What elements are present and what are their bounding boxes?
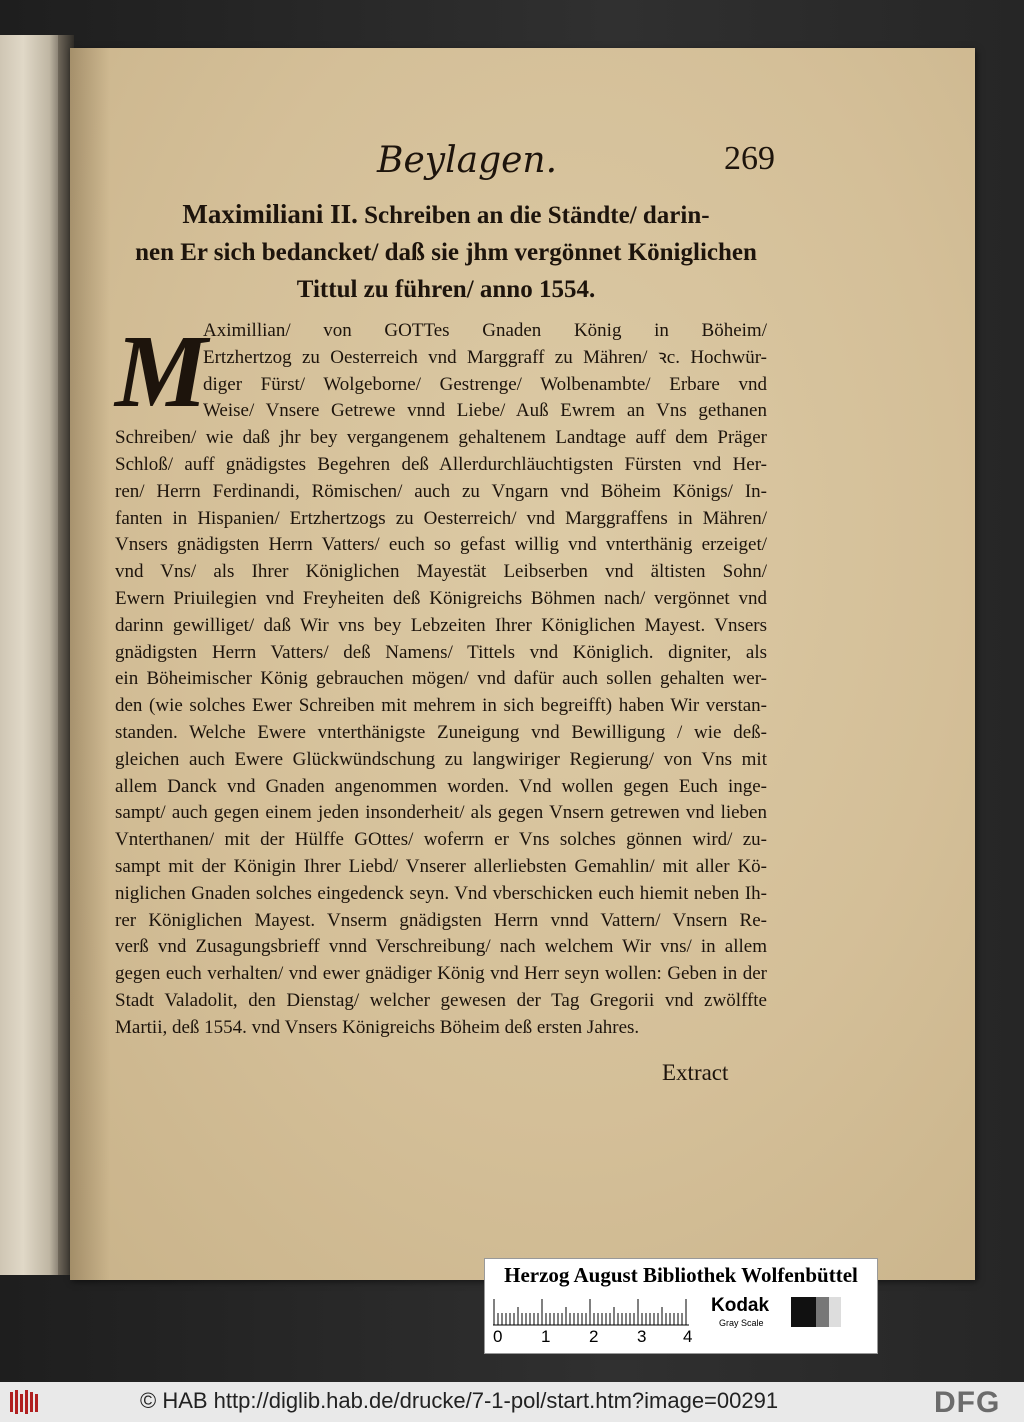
heading-line-2: nen Er sich bedancket/ daß sie jhm vergönnet Königlichen — [135, 239, 757, 266]
heading-main: Schreiben an die Ständte/ darin- — [364, 202, 710, 229]
library-name: Herzog August Bibliothek Wolfenbüttel — [504, 1263, 858, 1287]
page-number: 269 — [724, 140, 775, 177]
text-line: gegen euch verhalten/ vnd ewer gnädiger König vnd Herr seyn wollen: Geben in der — [115, 963, 767, 985]
text-line: sampt mit der Königin Ihrer Liebd/ Vnserer allerliebsten Gemahlin/ mit aller Kö- — [115, 855, 767, 877]
heading-line-1 — [118, 196, 774, 234]
library-label — [484, 1258, 878, 1354]
text-line: Schloß/ auff gnädigstes Begehren deß Allerdurchläuchtigsten Fürsten vnd Her- — [115, 453, 767, 475]
text-line: Weise/ Vnsere Getrewe vnnd Liebe/ Auß Ewrem an Vns gethanen — [203, 400, 767, 422]
text-line: standen. Welche Ewere vnterthänigste Zuneigung vnd Bewilligung / wie deß- — [115, 721, 767, 743]
ruler-number: 1 — [541, 1327, 551, 1346]
kodak-brand: Kodak — [711, 1295, 770, 1316]
kodak-gray-scale-label: Gray Scale — [719, 1318, 764, 1328]
hab-logo-icon — [8, 1388, 44, 1416]
text-line: ein Böheimischer König gebrauchen mögen/ vnd dafür auch sollen gehalten wer- — [115, 668, 767, 690]
text-line: sampt/ auch gegen einem jeden insonderheit/ als gegen Vnsern getrewen vnd lieben — [115, 802, 767, 824]
text-line: Schreiben/ wie daß jhr bey vergangenem gehaltenem Landtage auff dem Präger — [115, 427, 767, 449]
running-head: Beylagen. — [377, 140, 558, 181]
text-line: Aximillian/ von GOTTes Gnaden König in Böheim/ — [203, 320, 767, 341]
text-line: fanten in Hispanien/ Ertzhertzogs zu Oesterreich/ vnd Marggraffens in Mähren/ — [115, 507, 767, 529]
text-line: darinn gewilliget/ daß Wir vns bey Lebzeiten Ihrer Königlichen Mayest. Vnsers — [115, 614, 767, 636]
text-line: ren/ Herrn Ferdinandi, Römischen/ auch zu Vngarn vnd Böheim Königs/ In- — [115, 480, 767, 502]
ruler-numbers — [493, 1327, 693, 1347]
heading-line-3: Tittul zu führen/ anno 1554. — [296, 276, 596, 303]
ruler-number: 0 — [493, 1327, 503, 1346]
text-line: Vnterthanen/ mit der Hülffe GOttes/ woferrn er Vns solches gönnen wird/ zu- — [115, 829, 767, 851]
ruler-number: 4 — [683, 1327, 693, 1346]
heading-lead: Maximiliani II. — [182, 199, 358, 229]
ruler-number: 3 — [637, 1327, 647, 1346]
text-line: niglichen Gnaden solches eingedenck seyn. Vnd vberschicken euch hiemit neben Ih- — [115, 882, 767, 904]
footer-bar — [0, 1382, 1024, 1422]
text-line: verß vnd Zusagungsbrieff vnnd Verschreibung/ nach welchem Wir vns/ in allem — [115, 936, 767, 958]
document-heading — [118, 196, 774, 308]
source-link[interactable]: © HAB http://diglib.hab.de/drucke/7-1-pol/start.htm?image=00291 — [140, 1388, 779, 1413]
text-line: gleichen auch Ewere Glückwündschung zu langwiriger Regierung/ von Vns mit — [115, 748, 767, 770]
text-line: rer Königlichen Mayest. Vnserm gnädigsten Herrn vnnd Vattern/ Vnsern Re- — [115, 909, 767, 931]
text-line: den (wie solches Ewer Schreiben mit mehrem in sich begreifft) haben Wir verstan- — [115, 695, 767, 717]
drop-cap-initial: M — [115, 314, 208, 429]
letter-body — [115, 314, 767, 1042]
text-line: Ewern Priuilegien vnd Freyheiten deß Königreichs Böhmen nach/ vergönnet vnd — [115, 587, 767, 609]
ruler-scale — [493, 1295, 689, 1327]
text-line: vnd Vns/ als Ihrer Königlichen Mayestät Leibserben vnd ältisten Sohn/ — [115, 561, 767, 583]
ruler-number: 2 — [589, 1327, 599, 1346]
text-line: Martii, deß 1554. vnd Vnsers Königreichs Böheim deß ersten Jahres. — [115, 1016, 640, 1038]
text-line: gnädigsten Herrn Vatters/ deß Namens/ Tittels vnd Königlich. digniter, als — [115, 641, 767, 663]
text-line: Ertzhertzog zu Oesterreich vnd Marggraff zu Mähren/ ꝛc. Hochwür- — [203, 346, 767, 368]
text-line: Vnsers gnädigsten Herrn Vatters/ euch so gefast willig vnd vnterthänig erzeiget/ — [115, 534, 767, 556]
adjacent-page-edge — [0, 35, 58, 1275]
text-line: diger Fürst/ Wolgeborne/ Gestrenge/ Wolbenambte/ Erbare vnd — [203, 373, 767, 395]
dfg-logo: DFG — [934, 1386, 1001, 1419]
gray-scale-patches — [791, 1297, 841, 1327]
text-line: Stadt Valadolit, den Dienstag/ welcher gewesen der Tag Gregorii vnd zwölffte — [115, 989, 767, 1011]
text-line: allem Danck vnd Gnaden angenommen worden. Vnd wollen gegen Euch inge- — [115, 775, 767, 797]
catchword: Extract — [662, 1060, 729, 1085]
